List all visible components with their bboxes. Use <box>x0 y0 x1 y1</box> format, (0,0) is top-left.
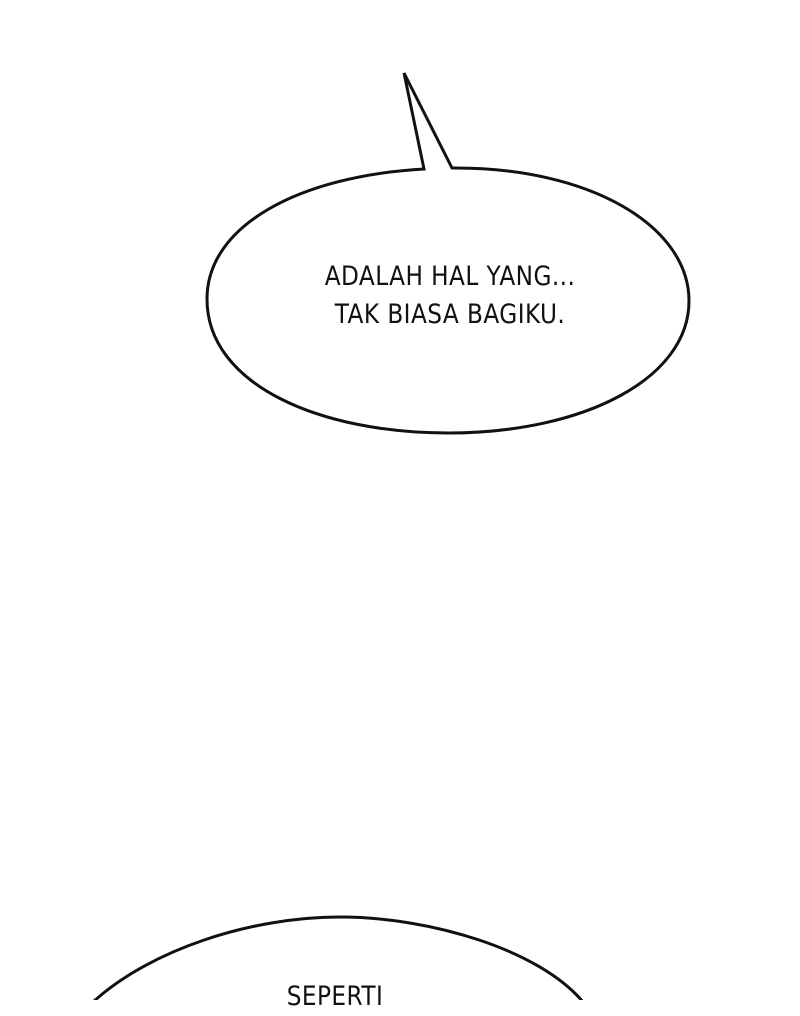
speech-bubble-top <box>207 73 689 433</box>
speech-bubble-top-text <box>278 258 622 334</box>
dialogue-line: TAK BIASA BAGIKU. <box>334 299 566 330</box>
dialogue-line: SEPERTI <box>286 981 384 1012</box>
speech-bubble-bottom-text <box>206 978 464 1016</box>
dialogue-line: ADALAH HAL YANG... <box>324 261 576 292</box>
